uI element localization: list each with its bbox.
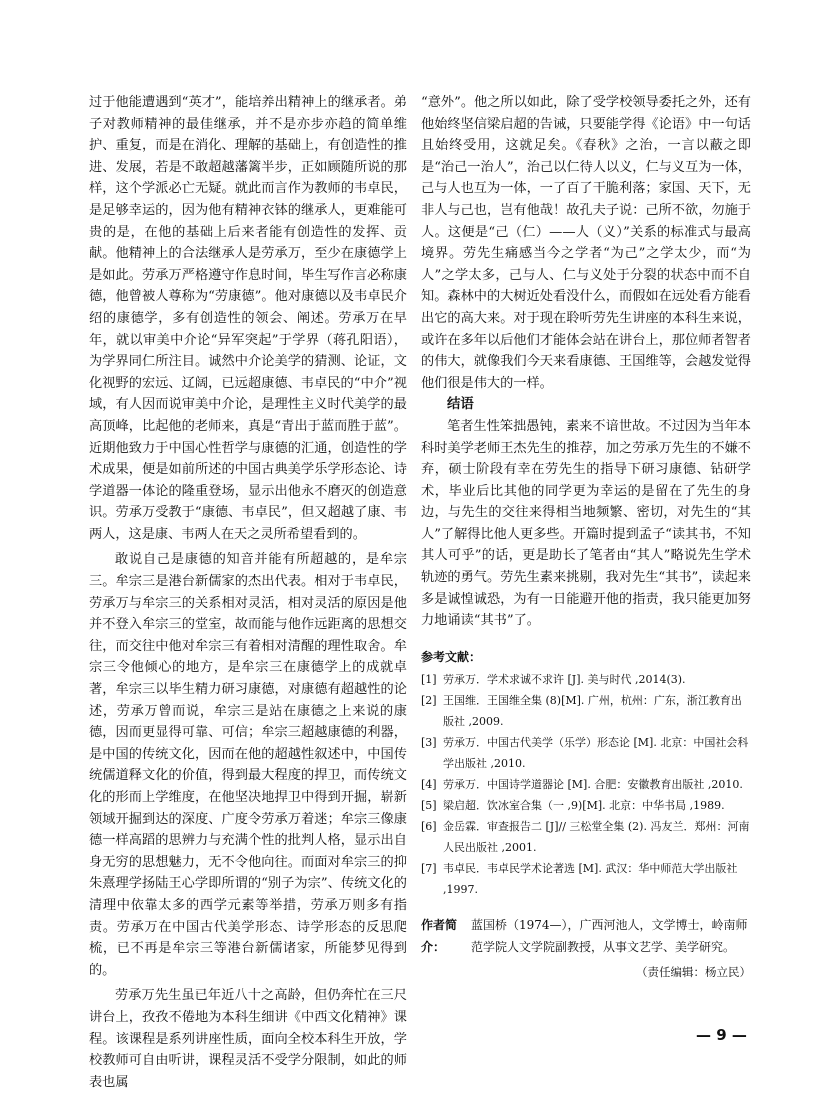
author-bio [421, 914, 751, 958]
reference-item [421, 774, 751, 795]
left-column [89, 92, 407, 1093]
reference-item [421, 732, 751, 774]
page-number: — 9 — [696, 1026, 747, 1044]
reference-item [421, 816, 751, 858]
reference-item [421, 858, 751, 900]
reference-item [421, 795, 751, 816]
section-heading: 结语 [447, 396, 474, 413]
body-paragraph: 过于他能遭遇到“英才”，能培养出精神上的继承者。弟子对教师精神的最佳继承，并不是亦步亦趋的简单维护、重复，而是在消化、理解的基础上，有创造性的推进、发展，若是不敢超越藩篱半步，正如顾随所说的那样，这个学派必亡无疑。就此而言作为教师的韦卓民，是足够幸运的，因为他有精神衣钵的继承人，更难能可贵的是，在他的基础上后来者能有创造性的发挥、贡献。他精神上的合法继承人是劳承万，至少在康德学上是如此。劳承万严格遵守作息时间，毕生写作言必称康德，他曾被人尊称为“劳康德”。他对康德以及韦卓民介绍的康德学，多有创造性的领会、阐述。劳承万在早年，就以审美中介论“异军突起”于学界（蒋孔阳语），为学界同仁所注目。诚然中介论美学的猜测、论证，文化视野的宏远、辽阔，已远超康德、韦卓民的“中介”视域，有人因而说审美中介论，是理性主义时代美学的最高顶峰，比起他的老师来，真是“青出于蓝而胜于蓝”。近期他致力于中国心性哲学与康德的汇通，创造性的学术成果，便是如前所述的中国古典美学乐学形态论、诗学道器一体论的隆重登场，显示出他永不磨灭的创造意识。劳承万受教于“康德、韦卓民”，但又超越了康、韦两人，这是康、韦两人在天之灵所希望看到的。 [89, 95, 407, 542]
reference-number: [4] [421, 777, 437, 791]
reference-number: [5] [421, 798, 437, 812]
body-paragraph: “意外”。他之所以如此，除了受学校领导委托之外，还有他始终坚信梁启超的告诫，只要能学得《论语》中一句话且始终受用，这就足矣。《春秋》之治，一言以蔽之即是“治己一治人”，治己以仁待人以义，仁与义互为一体，己与人也互为一体，一了百了干脆利落；家国、天下，无非人与己也，岂有他哉！故孔夫子说：己所不欲，勿施于人。这便是“己（仁）——人（义）”关系的标准式与最高境界。劳先生痛感当今之学者“为己”之学太少，而“为人”之学太多，己与人、仁与义处于分裂的状态中而不自知。森林中的大树近处看没什么，而假如在远处看方能看出它的高大来。对于现在聆听劳先生讲座的本科生来说，或许在多年以后他们才能体会站在讲台上，那位师者智者的伟大，就像我们今天来看康德、王国维等，会越发觉得他们很是伟大的一样。 [421, 95, 751, 391]
reference-text: 韦卓民．韦卓民学术论著选 [M]. 武汉：华中师范大学出版社 ,1997. [443, 861, 738, 896]
right-column [421, 92, 751, 980]
reference-text: 劳承万．中国诗学道器论 [M]. 合肥：安徽教育出版社 ,2010. [443, 777, 743, 791]
reference-number: [1] [421, 672, 437, 686]
reference-number: [7] [421, 861, 437, 875]
reference-text: 劳承万．中国古代美学（乐学）形态论 [M]. 北京：中国社会科学出版社 ,2010. [443, 735, 749, 770]
body-paragraph: 笔者生性笨拙愚钝，素来不谙世故。不过因为当年本科时美学老师王杰先生的推荐，加之劳承万先生的不嫌不弃，硕士阶段有幸在劳先生的指导下研习康德、钻研学术，毕业后比其他的同学更为幸运的是留在了先生的身边，与先生的交往来得相当地频繁、密切，对先生的“其人”了解得比他人更多些。开篇时提到孟子“读其书，不知其人可乎”的话，更是助长了笔者由“其人”略说先生学术轨迹的勇气。劳先生素来挑剔，我对先生“其书”，读起来多是诚惶诚恐，为有一日能避开他的指责，我只能更加努力地诵读“其书”了。 [421, 418, 751, 629]
body-paragraph: 敢说自己是康德的知音并能有所超越的，是牟宗三。牟宗三是港台新儒家的杰出代表。相对于韦卓民，劳承万与牟宗三的关系相对灵活，相对灵活的原因是他并不登入牟宗三的堂室，故而能与他作远距离的思想交往，而交往中他对牟宗三有着相对清醒的理性取舍。牟宗三令他倾心的地方，是牟宗三在康德学上的成就卓著，牟宗三以毕生精力研习康德，对康德有超越性的论述，劳承万曾而说，牟宗三是站在康德之上来说的康德，因而更显得可靠、可信；牟宗三超越康德的利器，是中国的传统文化，因而在他的超越性叙述中，中国传统儒道释文化的价值，得到最大程度的捍卫，而传统文化的形而上学维度，在他坚决地捍卫中得到开掘，崭新领域开掘到达的深度、广度令劳承万着迷；牟宗三像康德一样高蹈的思辨力与充满个性的批判人格，显示出自身无穷的思想魅力，无不令他向往。而面对牟宗三的抑朱熹理学扬陆王心学即所谓的“别子为宗”、传统文化的清理中依靠太多的西学元素等举措，劳承万则多有指责。劳承万在中国古代美学形态、诗学形态的反思爬梳，已不再是牟宗三等港台新儒诸家，所能梦见得到的。 [89, 552, 407, 978]
reference-number: [3] [421, 735, 437, 749]
reference-text: 劳承万．学术求诚不求许 [J]. 美与时代 ,2014(3). [443, 672, 686, 686]
reference-text: 金岳霖．审查报告二 [J]// 三松堂全集 (2). 冯友兰．郑州：河南人民出版社 ,2001. [443, 819, 750, 854]
reference-item [421, 690, 751, 732]
references-list [421, 669, 751, 900]
author-bio-text: 蓝国桥（1974—），广西河池人，文学博士，岭南师范学院人文学院副教授，从事文艺学、美学研究。 [471, 917, 748, 954]
responsible-editor: （责任编辑：杨立民） [636, 964, 751, 979]
references-title: 参考文献： [421, 649, 482, 664]
reference-item [421, 669, 751, 690]
reference-number: [2] [421, 693, 437, 707]
author-bio-label: 作者简介： [421, 917, 458, 954]
reference-text: 王国维．王国维全集 (8)[M]. 广州，杭州：广东，浙江教育出版社 ,2009. [443, 693, 742, 728]
reference-text: 梁启超．饮冰室合集（一 ,9)[M]. 北京：中华书局 ,1989. [443, 798, 725, 812]
body-paragraph: 劳承万先生虽已年近八十之高龄，但仍奔忙在三尺讲台上，孜孜不倦地为本科生细讲《中西文化精神》课程。该课程是系列讲座性质，面向全校本科生开放，学校教师可自由听讲，课程灵活不受学分限制，如此的师表也属 [89, 988, 407, 1090]
reference-number: [6] [421, 819, 437, 833]
